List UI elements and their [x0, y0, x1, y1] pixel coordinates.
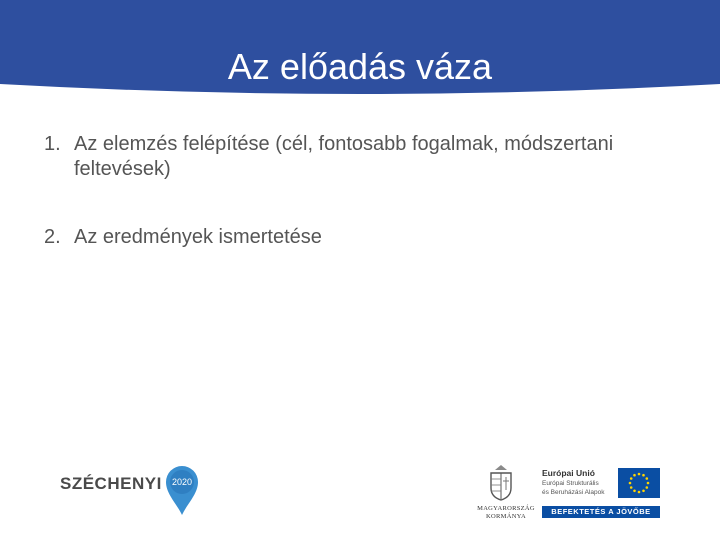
- list-number: 2.: [44, 226, 61, 248]
- szechenyi-wordmark: SZÉCHENYI: [60, 474, 162, 493]
- eu-funding-logo-block: [472, 460, 664, 522]
- list-number: 1.: [44, 133, 61, 155]
- location-pin-icon: [164, 464, 200, 516]
- list-item: [44, 132, 664, 182]
- szechenyi-2020-logo: [60, 464, 210, 520]
- slide-title: Az előadás váza: [227, 46, 493, 87]
- eu-flag-icon: [618, 468, 660, 498]
- hungarian-crest-icon: [488, 462, 514, 502]
- hungarian-government-label: MAGYARORSZÁG: [477, 505, 535, 512]
- szechenyi-year: 2020: [171, 477, 193, 487]
- eu-fund-line-1: Európai Strukturális: [542, 480, 599, 487]
- list-text: Az elemzés felépítése (cél, fontosabb fogalmak, módszertani feltevések): [74, 133, 614, 180]
- eu-union-label: Európai Unió: [542, 468, 595, 478]
- eu-text-block: [542, 468, 618, 497]
- list-text: Az eredmények ismertetése: [74, 226, 322, 248]
- outline-list: [44, 132, 664, 250]
- list-item: [44, 225, 664, 250]
- invest-slogan-bar: BEFEKTETÉS A JÖVŐBE: [542, 506, 660, 518]
- eu-fund-line-2: és Beruházási Alapok: [542, 489, 605, 496]
- hungarian-government-label-2: KORMÁNYA: [486, 513, 526, 520]
